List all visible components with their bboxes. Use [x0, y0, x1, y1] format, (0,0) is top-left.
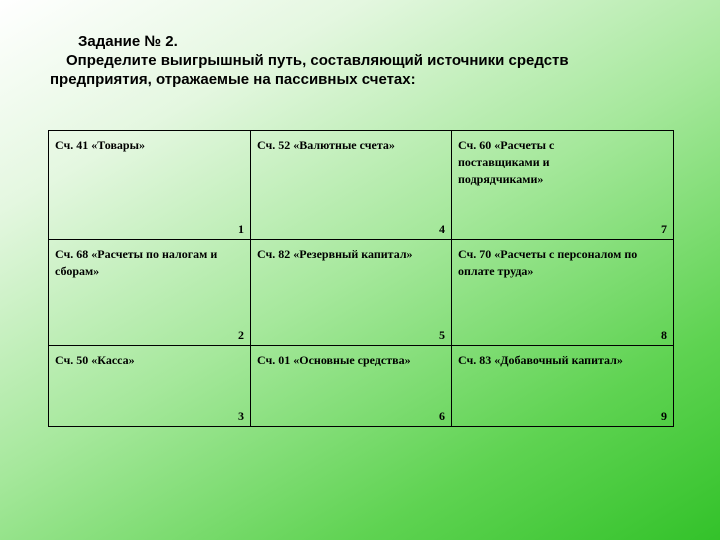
grid-cell[interactable] — [452, 240, 674, 346]
account-label: Сч. 82 «Резервный капитал» — [257, 247, 413, 261]
account-label: Сч. 41 «Товары» — [55, 138, 145, 152]
grid-row — [49, 240, 674, 346]
grid-row — [49, 346, 674, 427]
account-label: Сч. 83 «Добавочный капитал» — [458, 353, 623, 367]
grid-cell[interactable] — [49, 346, 251, 427]
account-label: Сч. 68 «Расчеты по налогам и сборам» — [55, 247, 218, 278]
cell-number: 9 — [661, 409, 667, 423]
account-label: Сч. 50 «Касса» — [55, 353, 135, 367]
task-question-line-2: предприятия, отражаемые на пассивных счетах: — [50, 71, 416, 88]
task-title: Задание № 2. — [78, 33, 178, 50]
grid-cell[interactable] — [452, 346, 674, 427]
account-label: Сч. 60 «Расчеты с поставщиками и подрядчиками» — [458, 138, 555, 186]
cell-number: 5 — [439, 328, 445, 342]
cell-number: 3 — [238, 409, 244, 423]
grid-row — [49, 131, 674, 240]
grid-cell[interactable] — [49, 131, 251, 240]
account-label: Сч. 01 «Основные средства» — [257, 353, 411, 367]
cell-number: 1 — [238, 222, 244, 236]
grid-cell[interactable] — [251, 346, 452, 427]
accounts-grid — [48, 130, 674, 427]
task-text — [0, 32, 720, 89]
cell-number: 8 — [661, 328, 667, 342]
account-label: Сч. 52 «Валютные счета» — [257, 138, 395, 152]
task-question-line-1: Определите выигрышный путь, составляющий источники средств — [66, 52, 569, 69]
cell-number: 2 — [238, 328, 244, 342]
cell-number: 7 — [661, 222, 667, 236]
grid-cell[interactable] — [251, 131, 452, 240]
grid-cell[interactable] — [251, 240, 452, 346]
cell-number: 4 — [439, 222, 445, 236]
grid-cell[interactable] — [452, 131, 674, 240]
grid-cell[interactable] — [49, 240, 251, 346]
account-label: Сч. 70 «Расчеты с персоналом по оплате труда» — [458, 247, 638, 278]
cell-number: 6 — [439, 409, 445, 423]
